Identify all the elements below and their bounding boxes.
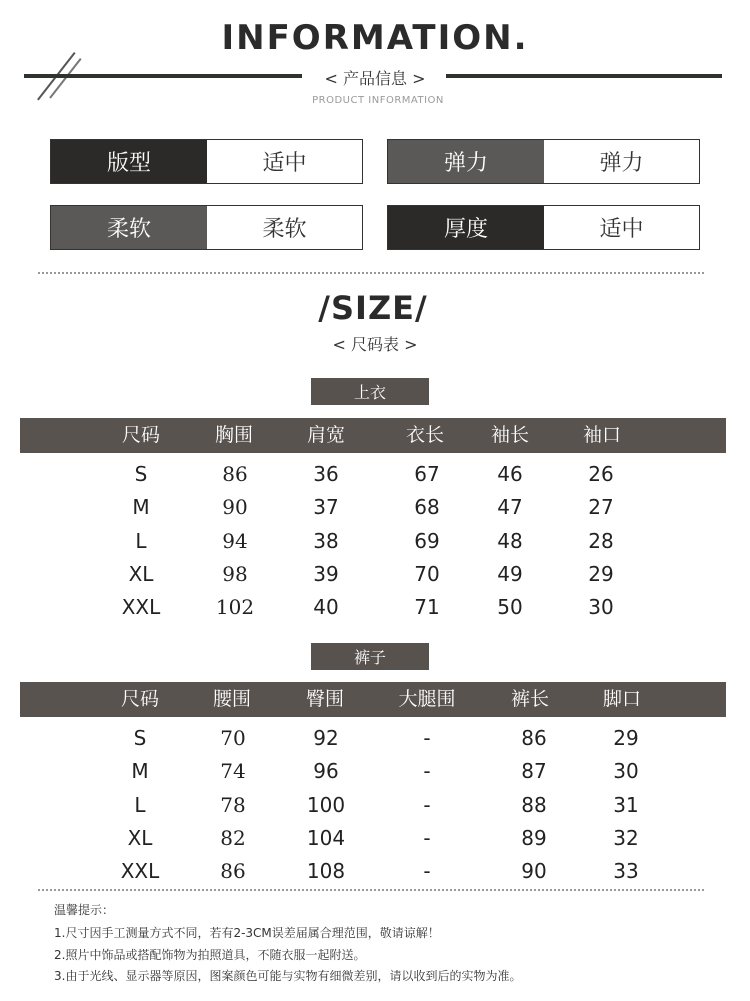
attr-stretch <box>387 139 700 184</box>
table-cell: 74 <box>220 759 246 784</box>
table-cell: 82 <box>220 825 246 850</box>
note-item: 1.尺寸因手工测量方式不同，若有2-3CM误差届属合理范围，敬请谅解！ <box>54 926 440 940</box>
pants-table-tag: 裤子 <box>311 643 429 670</box>
table-cell: 39 <box>313 561 339 586</box>
table-cell: 90 <box>521 859 547 884</box>
table-cell: - <box>423 759 431 784</box>
table-cell: 88 <box>521 792 547 817</box>
table-cell: 28 <box>588 528 614 553</box>
table-cell: 94 <box>222 528 248 553</box>
attr-thickness <box>387 205 700 250</box>
table-cell: 31 <box>613 792 639 817</box>
table-cell: 26 <box>588 462 614 486</box>
size-label-cell: L <box>135 528 147 553</box>
attr-label: 厚度 <box>388 206 544 249</box>
column-header: 袖口 <box>582 424 622 446</box>
size-label-cell: L <box>134 792 146 817</box>
table-cell: 104 <box>306 825 346 850</box>
info-subtitle-en: PRODUCT INFORMATION <box>312 95 444 106</box>
table-cell: 48 <box>497 528 523 553</box>
column-header: 裤长 <box>510 688 550 710</box>
table-cell: 29 <box>613 726 639 750</box>
table-cell: 27 <box>588 495 614 520</box>
size-label-cell: XXL <box>121 595 161 620</box>
attr-value: 适中 <box>544 206 699 249</box>
attr-value: 适中 <box>207 140 362 183</box>
info-title: INFORMATION. <box>221 18 529 58</box>
table-cell: 108 <box>306 859 346 884</box>
table-cell: 86 <box>521 726 547 750</box>
table-cell: 47 <box>497 495 523 520</box>
attr-value: 弹力 <box>544 140 699 183</box>
table-cell: 46 <box>497 462 523 486</box>
top-table-header <box>20 418 726 453</box>
table-cell: 89 <box>521 825 547 850</box>
size-label-cell: S <box>134 462 148 486</box>
attr-label: 弹力 <box>388 140 544 183</box>
table-cell: 92 <box>313 726 339 750</box>
divider <box>38 889 704 891</box>
attr-value: 柔软 <box>207 206 362 249</box>
size-label-cell: XL <box>128 561 154 586</box>
size-label-cell: S <box>133 726 147 750</box>
table-cell: 40 <box>313 595 339 620</box>
table-cell: 68 <box>414 495 440 520</box>
column-header: 胸围 <box>214 424 254 446</box>
table-cell: 70 <box>220 726 246 750</box>
table-cell: - <box>423 792 431 817</box>
column-header: 尺码 <box>121 424 161 446</box>
table-cell: 38 <box>313 528 339 553</box>
table-cell: - <box>423 859 431 884</box>
notes-title: 温馨提示： <box>54 903 115 917</box>
table-cell: 29 <box>588 561 614 586</box>
size-label-cell: XL <box>127 825 153 850</box>
note-item: 2.照片中饰品或搭配饰物为拍照道具，不随衣服一起附送。 <box>54 948 366 962</box>
column-header: 肩宽 <box>306 424 346 446</box>
column-header: 袖长 <box>490 424 530 446</box>
table-cell: 102 <box>215 595 255 620</box>
table-cell: 36 <box>313 462 339 486</box>
table-cell: 32 <box>613 825 639 850</box>
info-subtitle: < 产品信息 > <box>324 69 426 88</box>
table-cell: 67 <box>414 462 440 486</box>
size-title: /SIZE/ <box>318 289 428 327</box>
table-cell: 87 <box>521 759 547 784</box>
table-cell: 49 <box>497 561 523 586</box>
column-header: 脚口 <box>602 688 642 710</box>
column-header: 衣长 <box>405 424 445 446</box>
table-cell: 30 <box>588 595 614 620</box>
table-cell: 86 <box>222 462 248 486</box>
divider <box>38 272 704 274</box>
note-item: 3.由于光线、显示器等原因，图案颜色可能与实物有细微差别，请以收到后的实物为准。 <box>54 969 522 983</box>
column-header: 大腿围 <box>398 688 456 710</box>
attr-label: 版型 <box>51 140 207 183</box>
size-label-cell: XXL <box>120 859 160 884</box>
table-cell: 90 <box>222 495 248 520</box>
table-cell: 100 <box>306 792 346 817</box>
table-cell: 70 <box>414 561 440 586</box>
pants-table-header <box>20 682 726 717</box>
attr-label: 柔软 <box>51 206 207 249</box>
attr-fit <box>50 139 363 184</box>
size-label-cell: M <box>132 495 150 520</box>
table-cell: 69 <box>414 528 440 553</box>
table-cell: 71 <box>414 595 440 620</box>
table-cell: 86 <box>220 859 246 884</box>
table-cell: 50 <box>497 595 523 620</box>
column-header: 腰围 <box>212 688 252 710</box>
column-header: 臀围 <box>305 688 345 710</box>
size-label-cell: M <box>131 759 149 784</box>
column-header: 尺码 <box>120 688 160 710</box>
table-cell: - <box>423 825 431 850</box>
table-cell: 30 <box>613 759 639 784</box>
attr-softness <box>50 205 363 250</box>
table-cell: 98 <box>222 561 248 586</box>
table-cell: - <box>423 726 431 750</box>
top-table-tag: 上衣 <box>311 378 429 405</box>
table-cell: 96 <box>313 759 339 784</box>
table-cell: 78 <box>220 792 246 817</box>
table-cell: 33 <box>613 859 639 884</box>
table-cell: 37 <box>313 495 339 520</box>
size-subtitle: < 尺码表 > <box>332 335 418 354</box>
